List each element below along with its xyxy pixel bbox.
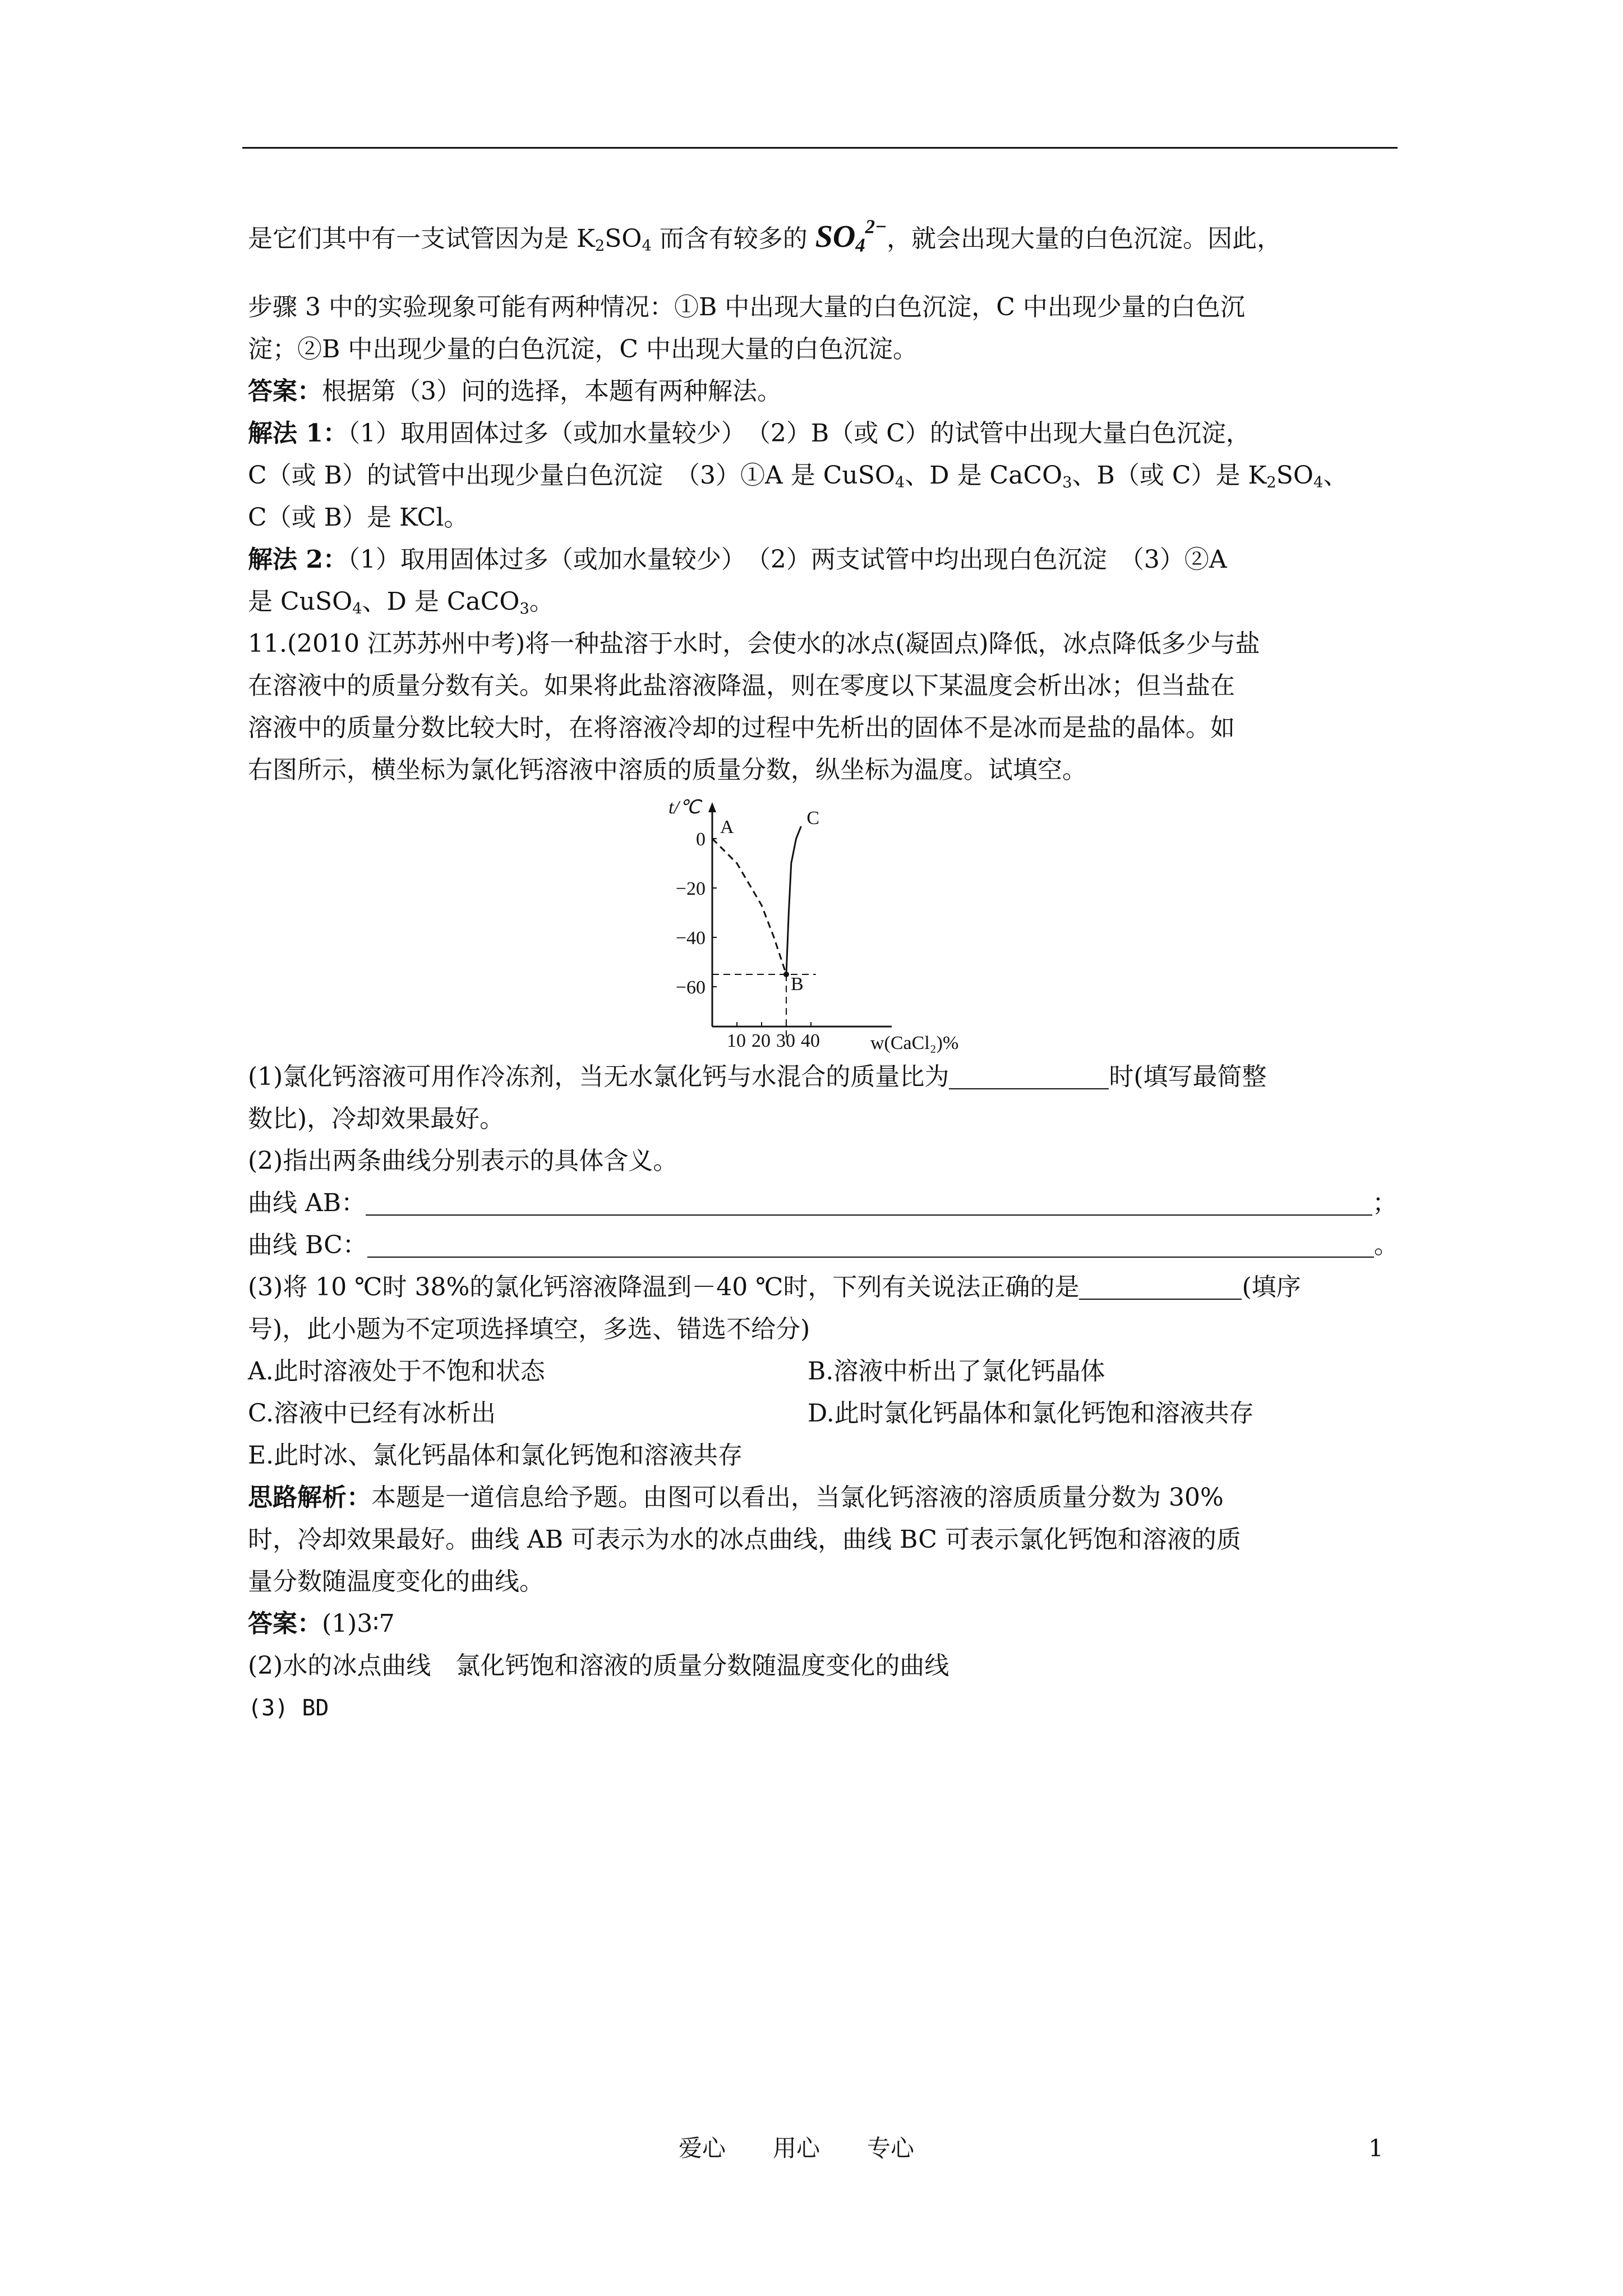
y-tick-label: 0	[696, 829, 706, 850]
y-tick-label: −20	[675, 878, 706, 899]
method-2-line: 是 CuSO$_4$、D 是 CaCO$_3$。	[248, 587, 554, 618]
subquestion-3-line: 号)，此小题为不定项选择填空，多选、错选不给分)	[248, 1315, 810, 1343]
y-axis-arrow	[708, 802, 716, 812]
final-answer-line: (2)水的冰点曲线 氯化钙饱和溶液的质量分数随温度变化的曲线	[248, 1651, 949, 1680]
x-tick-label: 40	[801, 1030, 820, 1051]
option-a: A.此时溶液处于不饱和状态	[248, 1357, 545, 1386]
curve-c	[786, 826, 801, 974]
y-axis-label: t/℃	[668, 797, 701, 818]
option-c: C.溶液中已经有冰析出	[248, 1399, 496, 1428]
point-label-b: B	[791, 974, 804, 995]
paragraph-line: 淀；②B 中出现少量的白色沉淀，C 中出现大量的白色沉淀。	[248, 335, 917, 364]
final-answer-line: (3) BD	[248, 1695, 329, 1721]
analysis-line: 时，冷却效果最好。曲线 AB 可表示为水的冰点曲线，曲线 BC 可表示氯化钙饱和溶液的质	[248, 1525, 1241, 1554]
question-11-line: 右图所示，横坐标为氯化钙溶液中溶质的质量分数，纵坐标为温度。试填空。	[248, 756, 1087, 784]
analysis-line: 量分数随温度变化的曲线。	[248, 1567, 544, 1596]
paragraph-line: 是它们其中有一支试管因为是 $K_2SO_4$ 而含有较多的 $SO_4^{2-}$，就会出现大量的白色沉淀。因此，	[248, 215, 1282, 256]
answer-blank-1[interactable]	[949, 1062, 1109, 1089]
x-tick-label: 20	[751, 1030, 771, 1051]
question-11-line: 11.(2010 江苏苏州中考)将一种盐溶于水时，会使水的冰点(凝固点)降低，冰点降低多少与盐	[248, 629, 1260, 658]
curve-ab-blank[interactable]	[366, 1189, 1372, 1216]
x-axis-label: w(CaCl₂)%	[870, 1033, 959, 1053]
subquestion-1-line: (1)氯化钙溶液可用作冷冻剂，当无水氯化钙与水混合的质量比为 时(填写最简整	[248, 1062, 1267, 1091]
method-1-line: 解法 1：（1）取用固体过多（或加水量较少） （2）B（或 C）的试管中出现大量白色沉淀，	[248, 419, 1251, 448]
subquestion-2-line: (2)指出两条曲线分别表示的具体含义。	[248, 1147, 678, 1175]
curve-ab-line: 曲线 AB： ；	[248, 1189, 1398, 1217]
y-tick-label: −60	[675, 977, 706, 998]
point-label-c: C	[806, 808, 820, 829]
subquestion-1-line: 数比)，冷却效果最好。	[248, 1105, 505, 1133]
point-b-marker	[783, 972, 789, 977]
option-e: E.此时冰、氯化钙晶体和氯化钙饱和溶液共存	[248, 1441, 743, 1470]
subquestion-3-line: (3)将 10 ℃时 38%的氯化钙溶液降温到－40 ℃时，下列有关说法正确的是 (填序	[248, 1273, 1301, 1301]
y-tick-label: −40	[675, 928, 706, 949]
method-1-line: C（或 B）的试管中出现少量白色沉淀 （3）①A 是 CuSO$_4$、D 是 CaCO$_3$、B（或 C）是 $K_2SO_4$、	[248, 461, 1348, 491]
method-1-line: C（或 B）是 KCl。	[248, 503, 469, 532]
option-b: B.溶液中析出了氯化钙晶体	[808, 1357, 1105, 1386]
x-tick-label: 10	[727, 1030, 746, 1051]
curve-a	[712, 839, 786, 974]
curve-bc-blank[interactable]	[367, 1231, 1374, 1258]
method-2-line: 解法 2：（1）取用固体过多（或加水量较少） （2）两支试管中均出现白色沉淀 （3）②A	[248, 545, 1227, 574]
answer-blank-3[interactable]	[1079, 1273, 1242, 1300]
x-tick-label: 30	[776, 1030, 795, 1051]
freezing-point-chart	[645, 791, 1004, 1055]
final-answer-line: 答案：(1)3∶7	[248, 1609, 395, 1638]
header-rule	[242, 147, 1398, 149]
page-number: 1	[1368, 2134, 1384, 2162]
curve-bc-line: 曲线 BC： 。	[248, 1231, 1399, 1259]
answer-line: 答案：根据第（3）问的选择，本题有两种解法。	[248, 377, 782, 406]
sulfate-ion-formula: $SO_4^{2-}$	[815, 215, 887, 256]
option-d: D.此时氯化钙晶体和氯化钙饱和溶液共存	[808, 1399, 1254, 1428]
point-label-a: A	[720, 817, 734, 838]
paragraph-line: 步骤 3 中的实验现象可能有两种情况：①B 中出现大量的白色沉淀，C 中出现少量的白色沉	[248, 293, 1245, 321]
question-11-line: 溶液中的质量分数比较大时，在将溶液冷却的过程中先析出的固体不是冰而是盐的晶体。如	[248, 714, 1235, 742]
footer-motto: 爱心 用心 专心	[679, 2134, 915, 2162]
analysis-line: 思路解析：本题是一道信息给予题。由图可以看出，当氯化钙溶液的溶质质量分数为 30%	[248, 1483, 1224, 1512]
question-11-line: 在溶液中的质量分数有关。如果将此盐溶液降温，则在零度以下某温度会析出冰；但当盐在	[248, 671, 1235, 700]
